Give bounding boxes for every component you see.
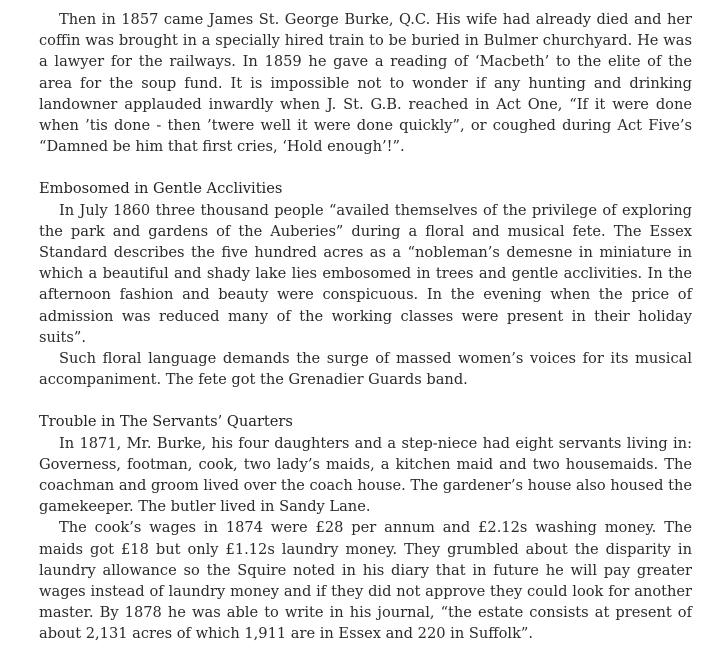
section-paragraph: In July 1860 three thousand people “availed themselves of the privilege of exploring the park and gardens of the Auberies” during a floral and musical fete. The Essex Standard describes the five hundred acres as a “nobleman’s demesne in miniature in which a beautiful and shady lake lies embosomed in trees and gentle acclivities. In the afternoon fashion and beauty were conspicuous. In the evening when the price of admission was reduced many of the working classes were present in their holiday suits”. [39,201,692,346]
section-embosomed [39,178,692,390]
section-heading: Embosomed in Gentle Acclivities [39,180,283,198]
section-paragraph: In 1871, Mr. Burke, his four daughters and a step-niece had eight servants living in: Governess, footman, cook, two lady’s maids, a kitchen maid and two housemaids. The coachman and groom lived over the coach house. The gardener’s house also housed the gamekeeper. The butler lived in Sandy Lane. [39,434,692,516]
section-paragraph: The cook’s wages in 1874 were £28 per annum and £2.12s washing money. The maids got £18 but only £1.12s laundry money. They grumbled about the disparity in laundry allowance so the Squire noted in his diary that in future he will pay greater wages instead of laundry money and if they did not approve they could look for another master. By 1878 he was able to write in his journal, “the estate consists at present of about 2,131 acres of which 1,911 are in Essex and 220 in Suffolk”. [39,519,692,643]
section-paragraph: Such floral language demands the surge of massed women’s voices for its musical accompaniment. The fete got the Grenadier Guards band. [39,350,692,389]
section-heading: Trouble in The Servants’ Quarters [39,413,293,431]
section-servants-quarters [39,411,692,644]
document-page [39,9,692,645]
intro-paragraph: Then in 1857 came James St. George Burke, Q.C. His wife had already died and her coffin was brought in a specially hired train to be buried in Bulmer churchyard. He was a lawyer for the railways. In 1859 he gave a reading of ‘Macbeth’ to the elite of the area for the soup fund. It is impossible not to wonder if any hunting and drinking landowner applauded inwardly when J. St. G.B. reached in Act One, “If it were done when ’tis done - then ’twere well it were done quickly”, or coughed during Act Five’s “Damned be him that first cries, ‘Hold enough’!”. [39,11,692,156]
